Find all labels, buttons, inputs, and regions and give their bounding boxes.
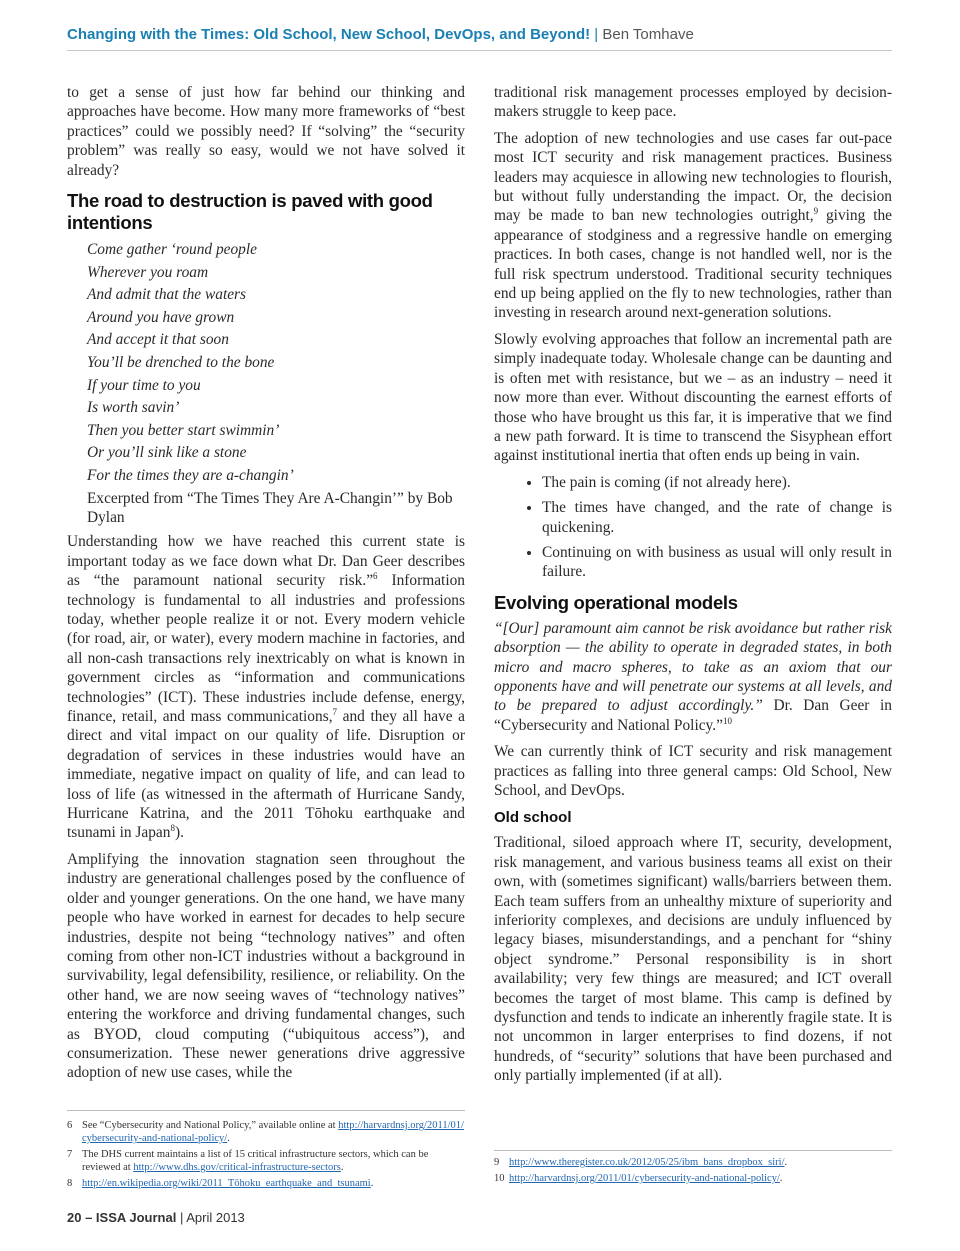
- footnote-rule: [494, 1150, 892, 1151]
- poem-line: You’ll be drenched to the bone: [87, 354, 275, 371]
- running-header: [67, 26, 892, 43]
- page-footer: [67, 1210, 245, 1225]
- list-item: • The pain is coming (if not already here).: [542, 473, 892, 492]
- footnote-ref[interactable]: 7: [332, 706, 338, 717]
- footnote-link[interactable]: http://en.wikipedia.org/wiki/2011_Tōhoku_earthquake_and_tsunami: [82, 1178, 371, 1189]
- poem-line: And accept it that soon: [87, 331, 229, 349]
- poem-credit: Excerpted from “The Times They Are A-Changin’” by Bob Dylan: [87, 489, 453, 526]
- paragraph: Slowly evolving approaches that follow an incremental path are simply inadequate today. Wholesale change can be daunting and is often met with resistance, but we – as an industry – need it now more than ever. Without discounting the earnest efforts of those who have brought us this far, it is imperative that we find a new path forward. It is time to transcend the Sisyphean effort against institutional inertia that often ends up being in vain.: [494, 330, 892, 465]
- subsection-heading: Old school: [494, 809, 572, 827]
- poem-line: If your time to you: [87, 376, 201, 394]
- footnotes-left: [67, 1119, 465, 1193]
- list-item: • Continuing on with business as usual will only result in failure.: [542, 543, 892, 582]
- footnote-number: 10: [494, 1173, 505, 1184]
- section-heading: The road to destruction is paved with good intentions: [67, 190, 433, 234]
- left-column: [67, 83, 465, 1090]
- poem-line: Or you’ll sink like a stone: [87, 444, 247, 462]
- paragraph: traditional risk management processes employed by decision-makers struggle to keep pace.: [494, 84, 892, 121]
- footnote-number: 9: [494, 1157, 500, 1168]
- poem-line: For the times they are a-changin’: [87, 466, 294, 484]
- footer-date: April 2013: [186, 1210, 245, 1225]
- paragraph: Amplifying the innovation stagnation seen throughout the industry are generational challenges posed by the confluence of older and younger generations. On the one hand, we have many people who have worked in earnest for decades to help secure industries, despite not being “technology natives” and often coming from other non-ICT industries without a background in survivability, legal defensibility, resilience, or reliability. On the other hand, we are now seeing waves of “technology natives” entering the workforce and driving fundamental changes, such as BYOD, cloud computing (“ubiquitous access”), and consumerization. These newer generations drive aggressive adoption of new use cases, while the: [67, 850, 465, 1082]
- poem-line: Wherever you roam: [87, 263, 209, 281]
- paragraph: We can currently think of ICT security and risk management practices as falling into three general camps: Old School, New School, and DevOps.: [494, 743, 892, 799]
- footer-page-journal: 20 – ISSA Journal: [67, 1210, 177, 1225]
- footnote-number: 8: [67, 1178, 73, 1189]
- footer-separator: |: [176, 1210, 187, 1225]
- footnote-ref[interactable]: 10: [722, 715, 732, 726]
- header-rule: [67, 50, 892, 51]
- footnote: 9 http://www.theregister.co.uk/2012/05/25/ibm_bans_dropbox_siri/.: [494, 1157, 788, 1168]
- paragraph: Traditional, siloed approach where IT, security, development, risk management, and various business teams all exist on their own, with (sometimes significant) walls/barriers between them. Each team suffers from an unhealthy mixture of superiority and inferiority complexes, and decisions are unduly influenced by legacy biases, misunderstandings, and a penchant for “shiny object syndrome.” Personal responsibility is in short availability; very few things are measured; and ICT overall becomes the target of most blame. This camp is defined by dysfunction and tends to indicate an inherently fragile state. It is not uncommon in larger enterprises to find dozens, if not hundreds, of “security” solutions that have been purchased and only partially implemented (if at all).: [494, 834, 892, 1085]
- paragraph: to get a sense of just how far behind our thinking and approaches have become. How many more frameworks of “best practices” could we possibly need? If “solving” the “security problem” was really so easy, would we not have solved it already?: [67, 84, 465, 179]
- paragraph: Understanding how we have reached this current state is important today as we face down what Dr. Dan Geer describes as “the paramount national security risk.”$^6$ Information technology is fundamental to all industries and professions today, whether people realize it or not. Every modern vehicle (for road, air, or water), every modern machine in factories, and all non-cash transactions rely inextricably on what is known in government circles as “information and communications technologies” (ICT). These industries include defense, energy, finance, retail, and mass communications,$^7$ and they all have a direct and vital impact on our quality of life. Disruption or degradation of services in these industries would have an immediate, negative impact on quality of life, and can lead to loss of life (as witnessed in the aftermath of Hurricane Sandy, Hurricane Katrina, and the 2011 Tōhoku earthquake and tsunami in Japan$^8$).: [67, 533, 465, 842]
- footnote-ref[interactable]: 8: [170, 823, 175, 834]
- block-quote: “[Our] paramount aim cannot be risk avoidance but rather risk absorption — the ability to operate in degraded states, in both micro and macro spheres, to take as an axiom that our opponents have and will penetrate our systems at all levels, and to be prepared to adjust accordingly.” Dr. Dan Geer in “Cybersecurity and National Policy.”$^{10}$: [494, 619, 892, 734]
- footnote-link[interactable]: http://www.theregister.co.uk/2012/05/25/ibm_bans_dropbox_siri/: [509, 1157, 785, 1168]
- footnote: 6 See “Cybersecurity and National Policy,” available online at http://harvardnsj.org/2011/01/cybersecurity-and-national-policy/.: [67, 1120, 464, 1144]
- footnote-number: 6: [67, 1120, 73, 1131]
- right-column: [494, 83, 892, 1093]
- footnote-ref[interactable]: 6: [373, 571, 378, 582]
- footnotes-right: [494, 1156, 892, 1188]
- footnote: 10 http://harvardnsj.org/2011/01/cybersecurity-and-national-policy/.: [494, 1173, 783, 1184]
- footnote-rule: [67, 1110, 465, 1111]
- section-heading: Evolving operational models: [494, 591, 738, 613]
- poem-line: Then you better start swimmin’: [87, 421, 280, 439]
- poem-excerpt: [87, 239, 465, 527]
- poem-line: And admit that the waters: [87, 286, 247, 304]
- header-separator: |: [590, 26, 603, 43]
- poem-line: Is worth savin’: [87, 399, 180, 417]
- paragraph: The adoption of new technologies and use cases far out-pace most ICT security and risk management practices. Business leaders may acquiesce in allowing new technologies to flourish, but without fully understanding the impact. Or, the decision may be made to ban new technologies outright,$^9$ giving the appearance of stodginess and a regressive handle on emerging practices. In both cases, change is not handled well, nor is the full risk spectrum understood. Traditional security techniques end up being applied on the fly to new technologies, rather than investing in research around next-generation solutions.: [494, 129, 892, 322]
- header-title: Changing with the Times: Old School, New School, DevOps, and Beyond!: [67, 26, 591, 43]
- footnote-number: 7: [67, 1149, 73, 1160]
- footnote: 7 The DHS current maintains a list of 15 critical infrastructure sectors, which can be reviewed at http://www.dhs.gov/critical-infrastructure-sectors.: [67, 1149, 429, 1173]
- footnote-link[interactable]: http://www.dhs.gov/critical-infrastructure-sectors: [133, 1162, 341, 1173]
- footnote-link[interactable]: http://harvardnsj.org/2011/01/cybersecurity-and-national-policy/: [82, 1120, 464, 1144]
- poem-line: Come gather ‘round people: [87, 241, 257, 259]
- footnote-ref[interactable]: 9: [813, 206, 819, 217]
- bullet-list: [494, 473, 892, 582]
- list-item: • The times have changed, and the rate of change is quickening.: [542, 498, 892, 537]
- poem-line: Around you have grown: [87, 308, 235, 326]
- header-author: Ben Tomhave: [602, 26, 694, 43]
- footnote: 8 http://en.wikipedia.org/wiki/2011_Tōhoku_earthquake_and_tsunami.: [67, 1178, 374, 1189]
- footnote-link[interactable]: http://harvardnsj.org/2011/01/cybersecurity-and-national-policy/: [509, 1173, 780, 1184]
